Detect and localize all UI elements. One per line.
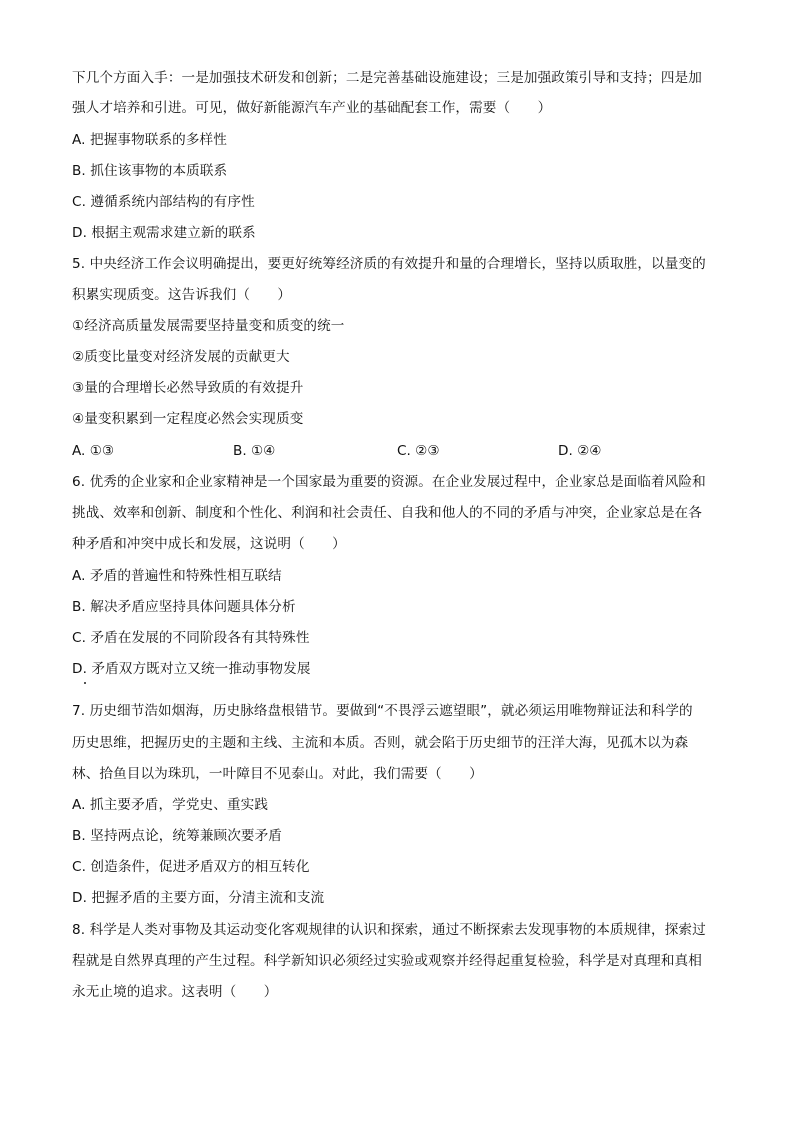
q5-option-c: C. ②③ [397,443,440,459]
q7-option-b: B. 坚持两点论，统筹兼顾次要矛盾 [72,828,282,844]
q6-stem-line-2: 挑战、效率和创新、制度和个性化、利润和社会责任、自我和他人的不同的矛盾与冲突，企业家总是在各 [72,505,702,521]
q7-option-a: A. 抓主要矛盾，学党史、重实践 [72,797,269,813]
stray-mark [84,682,86,684]
q5-option-b: B. ①④ [233,443,276,459]
q4-option-a: A. 把握事物联系的多样性 [72,132,227,148]
q4-option-d: D. 根据主观需求建立新的联系 [72,225,256,241]
q4-option-c: C. 遵循系统内部结构的有序性 [72,194,255,210]
q7-option-c: C. 创造条件，促进矛盾双方的相互转化 [72,859,310,875]
q5-item-2: ②质变比量变对经济发展的贡献更大 [72,349,290,365]
q5-item-1: ①经济高质量发展需要坚持量变和质变的统一 [72,318,345,334]
q6-stem-line-3: 种矛盾和冲突中成长和发展，这说明（ ） [72,536,346,552]
q5-item-3: ③量的合理增长必然导致质的有效提升 [72,380,304,396]
q8-stem-line-1: 8. 科学是人类对事物及其运动变化客观规律的认识和探索，通过不断探索去发现事物的本质规律，探索过 [72,922,706,938]
q5-option-d: D. ②④ [558,443,602,459]
q6-option-c: C. 矛盾在发展的不同阶段各有其特殊性 [72,630,310,646]
q6-option-a: A. 矛盾的普遍性和特殊性相互联结 [72,568,282,584]
q7-stem-line-3: 林、拾鱼目以为珠玑，一叶障目不见泰山。对此，我们需要（ ） [72,766,483,782]
q7-stem-line-2: 历史思维，把握历史的主题和主线、主流和本质。否则，就会陷于历史细节的汪洋大海，见孤木以为森 [72,735,689,751]
q5-stem-line-1: 5. 中央经济工作会议明确提出，要更好统筹经济质的有效提升和量的合理增长，坚持以质取胜，以量变的 [72,256,706,272]
q6-option-d: D. 矛盾双方既对立又统一推动事物发展 [72,661,311,677]
q4-stem-line-1: 下几个方面入手：一是加强技术研发和创新；二是完善基础设施建设；三是加强政策引导和支持；四是加 [72,70,702,86]
q8-stem-line-2: 程就是自然界真理的产生过程。科学新知识必须经过实验或观察并经得起重复检验，科学是对真理和真相 [72,953,702,969]
q4-stem-line-2: 强人才培养和引进。可见，做好新能源汽车产业的基础配套工作，需要（ ） [72,100,552,116]
q5-option-a: A. ①③ [72,443,115,459]
q6-option-b: B. 解决矛盾应坚持具体问题具体分析 [72,599,296,615]
q5-stem-line-2: 积累实现质变。这告诉我们（ ） [72,287,292,303]
q7-option-d: D. 把握矛盾的主要方面，分清主流和支流 [72,890,325,906]
q5-item-4: ④量变积累到一定程度必然会实现质变 [72,411,304,427]
q6-stem-line-1: 6. 优秀的企业家和企业家精神是一个国家最为重要的资源。在企业发展过程中，企业家总是面临着风险和 [72,474,706,490]
q4-option-b: B. 抓住该事物的本质联系 [72,163,228,179]
q7-stem-line-1: 7. 历史细节浩如烟海，历史脉络盘根错节。要做到“不畏浮云遮望眼”，就必须运用唯物辩证法和科学的 [72,703,693,719]
q8-stem-line-3: 永无止境的追求。这表明（ ） [72,984,278,1000]
